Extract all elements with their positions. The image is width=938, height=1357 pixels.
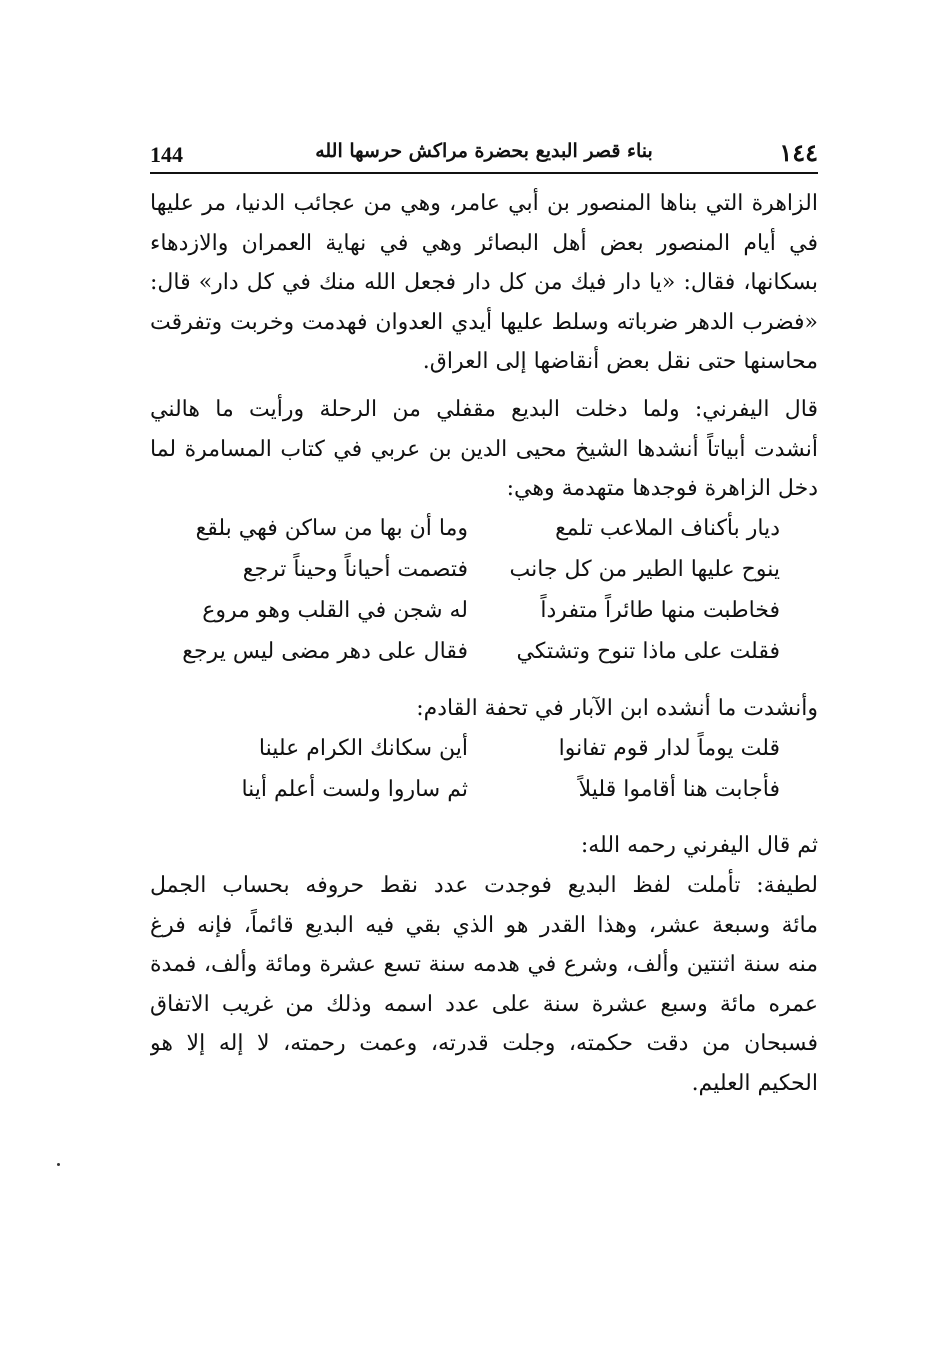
- verse-second-hemistich: أين سكانك الكرام علينا: [258, 736, 468, 762]
- verse-first-hemistich: فخاطبت منها طائراً متفرداً: [540, 598, 780, 624]
- page-number-arabic: ١٤٤: [779, 138, 818, 167]
- verse-second-hemistich: له شجن في القلب وهو مروع: [202, 598, 468, 624]
- text-line: منه سنة اثنتين وألف، وشرع في هدمه سنة تسع عشرة ومائة وألف، فمدة: [150, 952, 818, 978]
- verse-second-hemistich: وما أن بها من ساكن فهي بلقع: [195, 516, 468, 542]
- text-line: لطيفة: تأملت لفظ البديع فوجدت عدد نقط حروفه بحساب الجمل: [150, 872, 818, 898]
- text-line: محاسنها حتى نقل بعض أنقاضها إلى العراق.: [422, 349, 818, 375]
- text-line: بسكانها، فقال: «يا دار فيك من كل دار فجعل الله منك في كل دار» قال:: [150, 270, 818, 296]
- paragraph-1: [150, 184, 818, 382]
- text-line: مائة وسبعة عشر، وهذا القدر هو الذي بقي فيه البديع قائماً، فإنه فرغ: [150, 912, 818, 938]
- poem-2: [150, 728, 818, 810]
- text-line: الزاهرة التي بناها المنصور بن أبي عامر، وهي من عجائب الدنيا، مر عليها: [150, 191, 818, 216]
- verse-first-hemistich: قلت يوماً لدار قوم تفانوا: [558, 736, 780, 762]
- verse-second-hemistich: فتصمت أحياناً وحيناً ترجع: [242, 557, 468, 583]
- verse-second-hemistich: فقال على دهر مضى ليس يرجع: [182, 639, 468, 665]
- verse-first-hemistich: ديار بأكناف الملاعب تلمع: [555, 516, 780, 542]
- text-line: «فضرب الدهر ضرباته وسلط عليها أيدي العدوان فهدمت وخربت وتفرقت: [150, 309, 818, 335]
- poem-verse: [150, 509, 818, 550]
- text-line: أنشدت أبياتاً أنشدها الشيخ محيى الدين بن عربي في كتاب المسامرة لما: [150, 436, 818, 462]
- paragraph-2: [150, 390, 818, 509]
- section-intro: ثم قال اليفرني رحمه الله:: [580, 833, 818, 859]
- poem-verse: [150, 769, 818, 810]
- verse-first-hemistich: فأجابت هنا أقاموا قليلاً: [578, 777, 780, 803]
- spacer: [150, 673, 818, 689]
- page-number-latin: 144: [150, 142, 183, 167]
- poem-verse: [150, 728, 818, 769]
- text-line: قال اليفرني: ولما دخلت البديع مقفلي من الرحلة ورأيت ما هالني: [150, 396, 818, 422]
- running-title: بناء قصر البديع بحضرة مراكش حرسها الله: [315, 140, 653, 162]
- text-line: عمره مائة وسبع عشرة سنة على عدد اسمه وذلك من غريب الاتفاق: [150, 991, 818, 1017]
- text-line: في أيام المنصور بعض أهل البصائر وهي في نهاية العمران والازدهاء: [150, 230, 818, 256]
- poem-2-intro: وأنشدت ما أنشده ابن الآبار في تحفة القادم:: [416, 695, 818, 721]
- text-line: دخل الزاهرة فوجدها متهدمة وهي:: [506, 476, 818, 502]
- scan-speck: [57, 1163, 60, 1166]
- paragraph-3: [150, 866, 818, 1104]
- poem-verse: [150, 632, 818, 673]
- poem-verse: [150, 550, 818, 591]
- poem-verse: [150, 591, 818, 632]
- spacer: [150, 382, 818, 390]
- header-rule: [150, 172, 818, 174]
- spacer: [150, 810, 818, 826]
- verse-first-hemistich: فقلت على ماذا تنوح وتشتكي: [516, 639, 780, 665]
- verse-second-hemistich: ثم ساروا ولست أعلم أينا: [241, 777, 468, 803]
- poem-1: [150, 509, 818, 673]
- page-body: [150, 184, 818, 1104]
- text-line: الحكيم العليم.: [691, 1070, 818, 1096]
- page-header: [150, 134, 818, 170]
- verse-first-hemistich: ينوح عليها الطير من كل جانب: [509, 557, 780, 583]
- text-line: فسبحان من دقت حكمته، وجلت قدرته، وعمت رحمته، لا إله إلا هو: [150, 1031, 818, 1057]
